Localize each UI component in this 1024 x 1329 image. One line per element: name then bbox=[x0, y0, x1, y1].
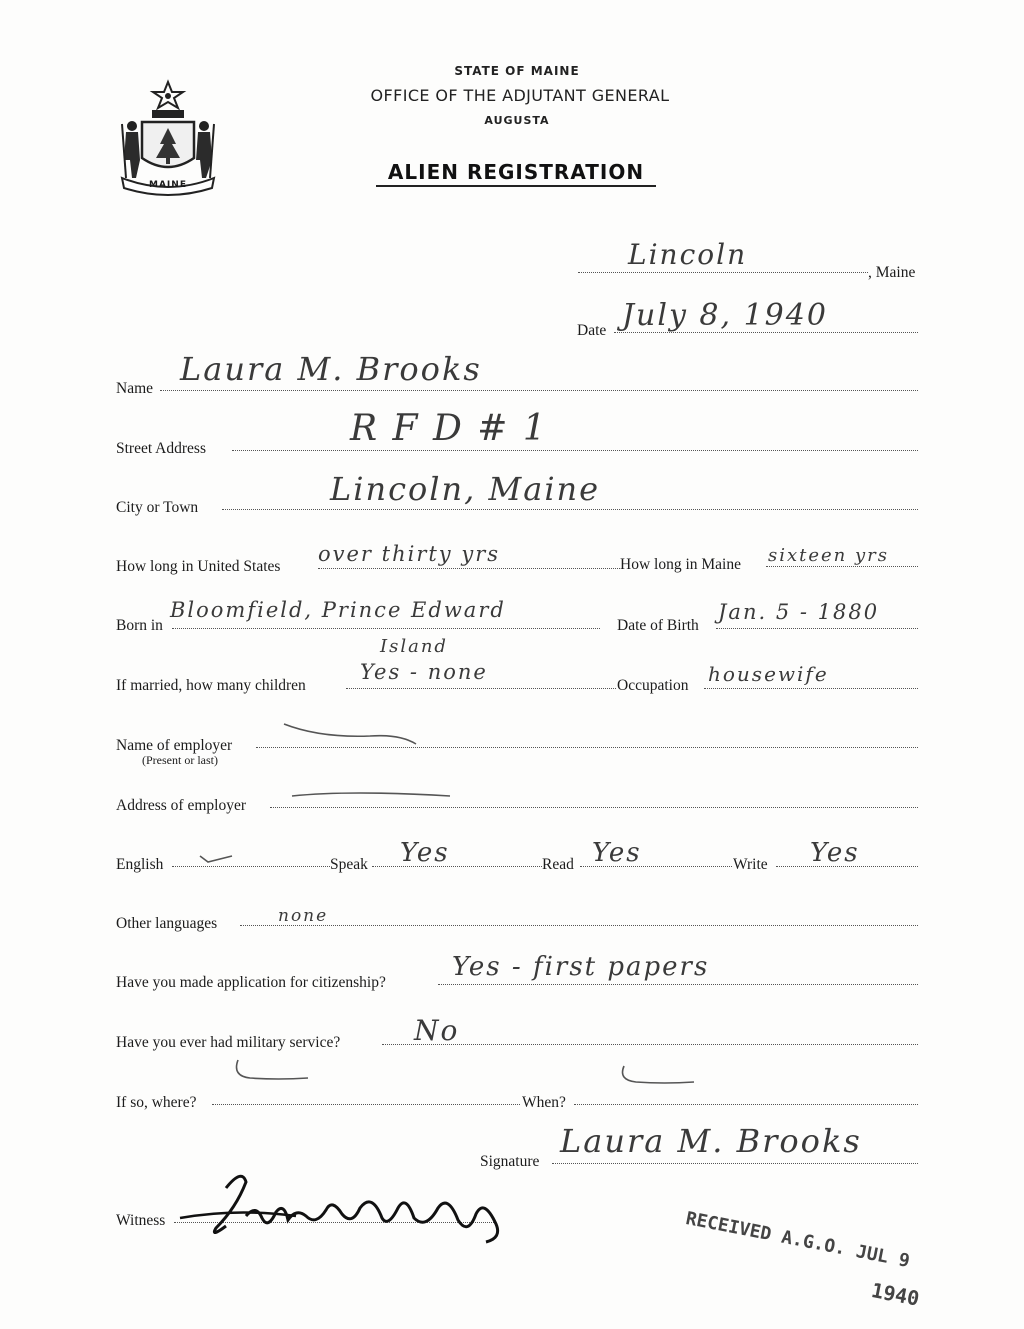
signature-value[interactable]: Laura M. Brooks bbox=[560, 1122, 862, 1160]
how-long-maine-label: How long in Maine bbox=[620, 556, 741, 573]
born-in-value-line2[interactable]: Island bbox=[380, 636, 448, 657]
employer-address-line[interactable] bbox=[270, 807, 918, 808]
where-label: If so, where? bbox=[116, 1094, 197, 1111]
english-check-mark bbox=[198, 850, 238, 866]
read-value[interactable]: Yes bbox=[592, 838, 642, 868]
signature-label: Signature bbox=[480, 1153, 540, 1170]
english-line[interactable] bbox=[172, 866, 330, 867]
street-address-line bbox=[232, 450, 918, 451]
how-long-maine-line bbox=[766, 566, 918, 567]
children-value[interactable]: Yes - none bbox=[360, 660, 488, 684]
born-in-line bbox=[172, 628, 600, 629]
read-label: Read bbox=[542, 856, 574, 873]
how-long-us-line bbox=[318, 568, 620, 569]
how-long-maine-value[interactable]: sixteen yrs bbox=[768, 545, 890, 566]
how-long-us-label: How long in United States bbox=[116, 558, 281, 575]
military-line bbox=[382, 1044, 918, 1045]
seal-banner-text: MAINE bbox=[149, 180, 187, 190]
military-label: Have you ever had military service? bbox=[116, 1034, 341, 1051]
citizenship-line bbox=[438, 984, 918, 985]
title-underline bbox=[376, 185, 656, 187]
header-office: OFFICE OF THE ADJUTANT GENERAL bbox=[370, 86, 670, 105]
signature-line bbox=[552, 1163, 918, 1164]
date-of-birth-label: Date of Birth bbox=[617, 617, 699, 634]
other-languages-value[interactable]: none bbox=[278, 906, 329, 926]
when-line[interactable] bbox=[574, 1104, 918, 1105]
children-line bbox=[346, 688, 616, 689]
witness-label: Witness bbox=[116, 1212, 166, 1229]
received-stamp: RECEIVED A.G.O. JUL 9 bbox=[683, 1208, 912, 1273]
name-value[interactable]: Laura M. Brooks bbox=[180, 350, 482, 388]
employer-name-label: Name of employer bbox=[116, 737, 233, 754]
employer-name-sublabel: (Present or last) bbox=[142, 753, 218, 767]
street-address-value[interactable]: R F D # 1 bbox=[350, 408, 548, 449]
place-line bbox=[578, 272, 868, 273]
employer-address-label: Address of employer bbox=[116, 797, 246, 814]
speak-value[interactable]: Yes bbox=[400, 838, 450, 868]
header-city: AUGUSTA bbox=[484, 114, 550, 127]
english-label: English bbox=[116, 856, 164, 873]
city-value[interactable]: Lincoln, Maine bbox=[330, 470, 601, 508]
military-value[interactable]: No bbox=[414, 1014, 460, 1047]
other-languages-label: Other languages bbox=[116, 915, 218, 932]
write-label: Write bbox=[733, 856, 768, 873]
occupation-label: Occupation bbox=[617, 677, 689, 694]
name-label: Name bbox=[116, 380, 154, 397]
children-label: If married, how many children bbox=[116, 677, 306, 694]
date-value[interactable]: July 8, 1940 bbox=[622, 298, 828, 333]
occupation-value[interactable]: housewife bbox=[708, 662, 829, 686]
date-of-birth-line bbox=[716, 628, 918, 629]
born-in-label: Born in bbox=[116, 617, 163, 634]
employer-name-dash-mark bbox=[280, 718, 430, 748]
other-languages-line bbox=[240, 925, 918, 926]
speak-label: Speak bbox=[330, 856, 368, 873]
form-title: ALIEN REGISTRATION bbox=[387, 160, 645, 184]
when-dash-mark bbox=[618, 1064, 698, 1088]
occupation-line bbox=[704, 688, 918, 689]
speak-line bbox=[372, 866, 542, 867]
when-label: When? bbox=[522, 1094, 566, 1111]
write-value[interactable]: Yes bbox=[810, 838, 860, 868]
name-line bbox=[160, 390, 918, 391]
received-stamp-year: 1940 bbox=[869, 1278, 922, 1311]
citizenship-value[interactable]: Yes - first papers bbox=[452, 952, 710, 982]
witness-signature[interactable] bbox=[176, 1168, 512, 1248]
place-value[interactable]: Lincoln bbox=[628, 238, 748, 271]
born-in-value[interactable]: Bloomfield, Prince Edward bbox=[170, 598, 506, 622]
date-of-birth-value[interactable]: Jan. 5 - 1880 bbox=[718, 600, 880, 624]
street-address-label: Street Address bbox=[116, 440, 206, 457]
where-dash-mark bbox=[232, 1058, 312, 1086]
how-long-us-value[interactable]: over thirty yrs bbox=[318, 542, 501, 566]
date-label: Date bbox=[577, 322, 607, 339]
employer-address-dash-mark bbox=[290, 786, 460, 806]
place-suffix: , Maine bbox=[868, 264, 916, 281]
where-line[interactable] bbox=[212, 1104, 520, 1105]
city-label: City or Town bbox=[116, 499, 199, 516]
header-state: STATE OF MAINE bbox=[454, 64, 580, 78]
citizenship-label: Have you made application for citizenship? bbox=[116, 974, 386, 991]
city-line bbox=[222, 509, 918, 510]
